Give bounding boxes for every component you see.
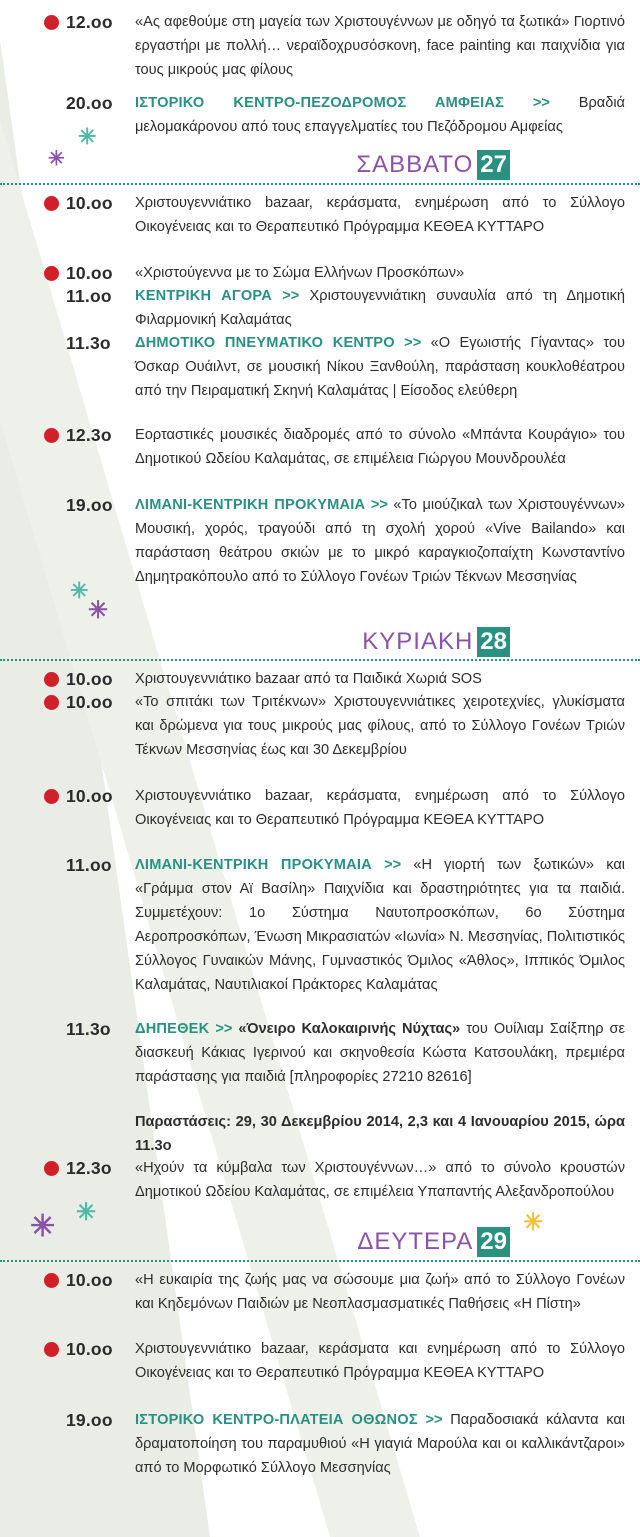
event-description: Εορταστικές μουσικές διαδρομές από το σύνολο «Μπάντα Κουράγιο» του Δημοτικού Ωδείου Καλαμάτας, σε επιμέλεια Γιώργου Μουνδρουλέα [135, 427, 625, 467]
event-location: ΔΗΜΟΤΙΚΟ ΠΝΕΥΜΑΤΙΚΟ ΚΕΝΤΡΟ [135, 335, 395, 351]
day-number: 28 [477, 627, 510, 657]
event-description: «Ας αφεθούμε στη μαγεία των Χριστουγέννων με οδηγό τα ξωτικά» Γιορτινό εργαστήρι με πολλή… νεραϊδοχρυσόσκονη, face painting και παιχνίδια για τους μικρούς μας φίλους [135, 14, 625, 78]
red-dot-icon [44, 428, 59, 443]
red-dot-icon [44, 672, 59, 687]
snowflake-icon: ✳ [78, 124, 97, 149]
event-time: 11.3o [66, 333, 111, 353]
event-location: ΛΙΜΑΝΙ-ΚΕΝΤΡΙΚΗ ΠΡΟΚΥΜΑΙΑ [135, 497, 366, 513]
event-description [135, 1408, 625, 1480]
event-location: ΚΕΝΤΡΙΚΗ ΑΓΟΡΑ [135, 288, 272, 304]
event-time: 10.oo [66, 263, 113, 283]
event-description: «Ηχούν τα κύμβαλα των Χριστουγέννων…» από το σύνολο κρουστών Δημοτικού Ωδείου Καλαμάτας, σε επιμέλεια Υπαπαντής Αλεξανδροπούλου [135, 1160, 625, 1200]
event-time: 12.3o [66, 425, 112, 445]
event-description: «Η ευκαιρία της ζωής μας να σώσουμε μια ζωή» από το Σύλλογο Γονέων και Κηδεμόνων Παιδιών με Νεοπλασμασματικές Παθήσεις «Η Πίστη» [135, 1272, 625, 1312]
arrow-icon: >> [532, 95, 550, 111]
event-text: Παραδοσιακά κάλαντα και δραματοποίηση του παραμυθιού «Η γιαγιά Μαρούλα και οι καλλικάντζαροι» από το Μορφωτικό Σύλλογο Μεσσηνίας [135, 1412, 626, 1476]
event-time: 12.3o [66, 1158, 112, 1178]
event-description: «Το σπιτάκι των Τριτέκνων» Χριστουγεννιάτικες χειροτεχνίες, γλυκίσματα και δρώμενα για τους μικρούς μας φίλους, από το Σύλλογο Γονέων Τριών Τέκνων Μεσσηνίας έως και 30 Δεκεμβρίου [135, 694, 625, 758]
event-text: «Ο Εγωιστής Γίγαντας» του Όσκαρ Ουάιλντ, σε μουσική Νίκου Ξανθούλη, παράσταση κουκλοθέατρου από την Πειραματική Σκηνή Καλαμάτας | Είσοδος ελεύθερη [135, 335, 625, 399]
red-dot-icon [44, 266, 59, 281]
red-dot-icon [44, 1342, 59, 1357]
red-dot-icon [44, 695, 59, 710]
arrow-icon: >> [425, 1412, 443, 1428]
red-dot-icon [44, 1273, 59, 1288]
event-time: 10.oo [66, 692, 113, 712]
event-text: Χριστουγεννιάτικη συναυλία από τη Δημοτική Φιλαρμονική Καλαμάτας [135, 288, 625, 328]
arrow-icon: >> [370, 497, 388, 513]
snowflake-icon: ✳ [70, 578, 89, 603]
event-time: 19.oo [66, 1410, 113, 1430]
event-location: ΙΣΤΟΡΙΚΟ ΚΕΝΤΡΟ-ΠΕΖΟΔΡΟΜΟΣ ΑΜΦΕΙΑΣ [135, 95, 505, 111]
event-time: 20.oo [66, 93, 113, 113]
event-text: Βραδιά μελομακάρονου από τους επαγγελματίες του Πεζόδρομου Αμφείας [135, 95, 625, 135]
arrow-icon: >> [404, 335, 422, 351]
event-location: ΙΣΤΟΡΙΚΟ ΚΕΝΤΡΟ-ΠΛΑΤΕΙΑ ΟΘΩΝΟΣ [135, 1412, 418, 1428]
day-name: ΚΥΡΙΑΚΗ [362, 628, 474, 655]
event-time: 11.oo [66, 855, 112, 875]
day-name: ΔΕΥΤΕΡΑ [357, 1228, 474, 1255]
red-dot-icon [44, 1161, 59, 1176]
snowflake-icon: ✳ [30, 1210, 56, 1243]
event-description [135, 493, 625, 589]
day-number: 29 [477, 1227, 510, 1257]
event-time: 10.oo [66, 669, 113, 689]
red-dot-icon [44, 15, 59, 30]
event-text: «Η γιορτή των ξωτικών» και «Γράμμα στον Αϊ Βασίλη» Παιχνίδια και δραστηριότητες για τα παιδιά. Συμμετέχουν: 1ο Σύστημα Ναυτοπροσκόπων, 6ο Σύστημα Αεροπροσκόπων, Ένωση Μικρασιατών «Ιωνία» Ν. Μεσσηνίας, Πολιτιστικός Σύλλογος Γυναικών Μάνης, Γυμναστικός Όμιλος «Άθλος», Ιππικός Όμιλος Καλαμάτας, Ναυτιλιακοί Πράκτορες Καλαμάτας [135, 857, 626, 993]
event-description: Χριστουγεννιάτικο bazaar, κεράσματα και ενημέρωση από το Σύλλογο Οικογένειας και το Θεραπευτικό Πρόγραμμα ΚΕΘΕΑ ΚΥΤΤΑΡΟ [135, 1341, 625, 1381]
event-time: 10.oo [66, 1339, 113, 1359]
section-divider [0, 183, 640, 185]
day-number: 27 [477, 150, 510, 180]
arrow-icon: >> [384, 857, 402, 873]
event-time: 11.3o [66, 1019, 111, 1039]
event-time: 10.oo [66, 786, 113, 806]
performance-dates-note: Παραστάσεις: 29, 30 Δεκεμβρίου 2014, 2,3 και 4 Ιανουαρίου 2015, ώρα 11.3ο [135, 1114, 625, 1154]
event-description [135, 284, 625, 332]
event-description: Χριστουγεννιάτικο bazaar, κεράσματα, ενημέρωση από το Σύλλογο Οικογένειας και το Θεραπευτικό Πρόγραμμα ΚΕΘΕΑ ΚΥΤΤΑΡΟ [135, 788, 625, 828]
snowflake-icon: ✳ [88, 597, 109, 624]
event-location: ΔΗΠΕΘΕΚ [135, 1021, 210, 1037]
event-location: ΛΙΜΑΝΙ-ΚΕΝΤΡΙΚΗ ΠΡΟΚΥΜΑΙΑ [135, 857, 372, 873]
snowflake-icon: ✳ [76, 1199, 97, 1226]
red-dot-icon [44, 196, 59, 211]
event-time: 19.oo [66, 495, 113, 515]
snowflake-icon: ✳ [48, 148, 65, 170]
section-divider [0, 1260, 640, 1262]
event-time: 10.oo [66, 1270, 113, 1290]
event-time: 12.oo [66, 12, 113, 32]
arrow-icon: >> [282, 288, 300, 304]
day-name: ΣΑΒΒΑΤΟ [356, 151, 474, 178]
red-dot-icon [44, 789, 59, 804]
day-header [362, 627, 510, 657]
event-description [135, 331, 625, 403]
event-time: 10.oo [66, 193, 113, 213]
arrow-icon: >> [215, 1021, 233, 1037]
event-description [135, 853, 625, 997]
event-title: «Όνειρο Καλοκαιρινής Νύχτας» [238, 1021, 461, 1037]
event-description: Χριστουγεννιάτικο bazaar, κεράσματα, ενημέρωση από το Σύλλογο Οικογένειας και το Θεραπευτικό Πρόγραμμα ΚΕΘΕΑ ΚΥΤΤΑΡΟ [135, 195, 625, 235]
day-header [356, 150, 510, 180]
section-divider [0, 659, 640, 661]
day-header [357, 1227, 510, 1257]
event-text: του Ουίλιαμ Σαίξπηρ σε διασκευή Κάκιας Ιγερινού και σκηνοθεσία Κώστα Κατσουλάκη, πρεμιέρα παράστασης για παιδιά [πληροφορίες 27210 82616] [135, 1021, 626, 1085]
event-description: Χριστουγεννιάτικο bazaar από τα Παιδικά Χωριά SOS [135, 671, 482, 687]
snowflake-icon: ✳ [523, 1209, 544, 1236]
event-time: 11.oo [66, 286, 112, 306]
event-description [135, 1017, 625, 1089]
event-text: «Το μιούζικαλ των Χριστουγέννων» Μουσική, χορός, τραγούδι από τη σχολή χορού «Vive Bailando» και παράσταση θεάτρου σκιών με το μικρό καραγκιοζοπαίχτη Κωνσταντίνο Δημητρακόπουλο από το Σύλλογο Γονέων Τριών Τέκνων Μεσσηνίας [135, 497, 625, 585]
event-description [135, 91, 625, 139]
event-description: «Χριστούγεννα με το Σώμα Ελλήνων Προσκόπων» [135, 265, 465, 281]
